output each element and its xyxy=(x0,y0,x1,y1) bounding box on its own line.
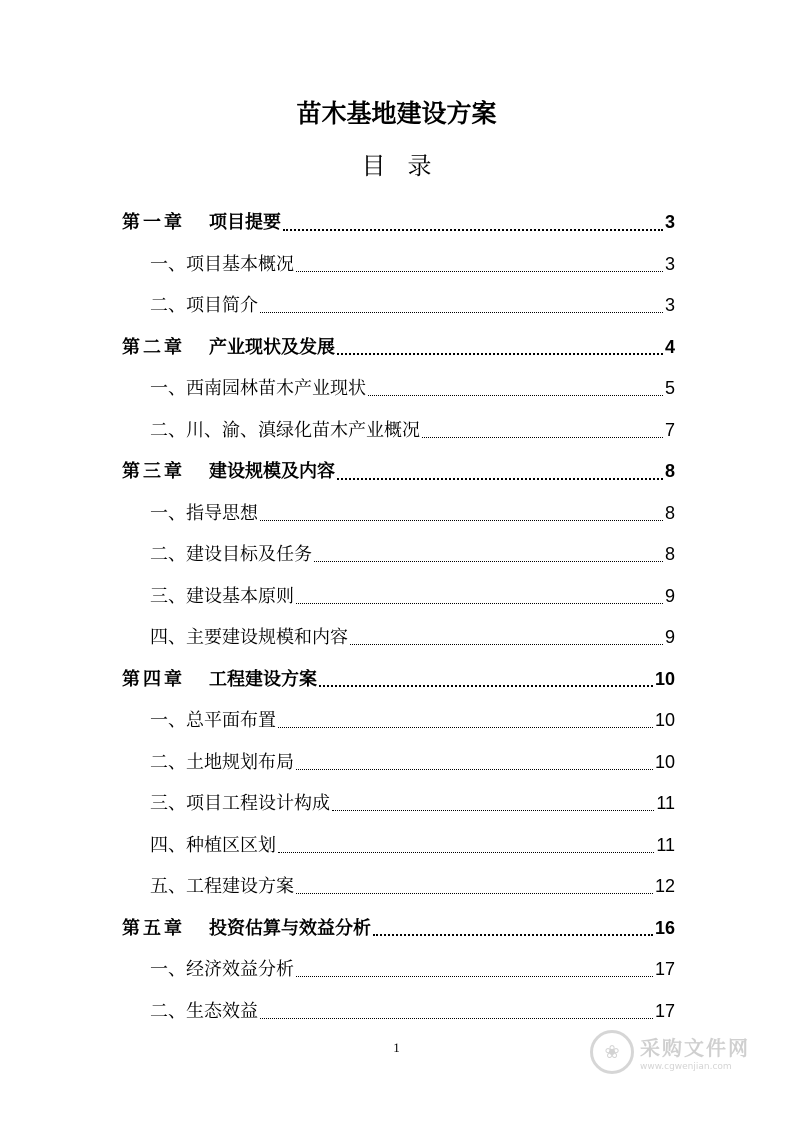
toc-page-number: 4 xyxy=(664,336,675,357)
watermark-url: www.cgwenjian.com xyxy=(640,1062,732,1072)
toc-section-entry[interactable] xyxy=(122,285,675,327)
toc-entry-title: 四、种植区区划 xyxy=(150,834,276,856)
toc-dot-leader xyxy=(278,727,653,728)
toc-chapter-number: 第四章 xyxy=(122,668,185,690)
toc-section-entry[interactable] xyxy=(122,368,675,410)
toc-dot-leader xyxy=(296,893,653,894)
toc-chapter-number: 第三章 xyxy=(122,461,185,482)
toc-entry-title: 一、总平面布置 xyxy=(150,710,276,731)
toc-page-number: 10 xyxy=(654,710,675,730)
toc-dot-leader xyxy=(260,520,663,521)
toc-page-number: 11 xyxy=(656,793,675,813)
toc-entry-title: 建设规模及内容 xyxy=(209,461,335,482)
toc-chapter-entry[interactable] xyxy=(122,659,675,701)
toc-entry-title: 三、项目工程设计构成 xyxy=(150,793,330,814)
toc-entry-title: 四、主要建设规模和内容 xyxy=(150,627,348,648)
toc-dot-leader xyxy=(350,644,663,645)
toc-page-number: 16 xyxy=(654,917,675,938)
toc-chapter-entry[interactable] xyxy=(122,202,675,244)
toc-entry-title: 投资估算与效益分析 xyxy=(209,917,371,939)
toc-chapter-number: 第二章 xyxy=(122,336,185,358)
toc-section-entry[interactable] xyxy=(122,825,675,867)
toc-entry-title: 二、项目简介 xyxy=(150,295,258,316)
toc-entry-title: 二、土地规划布局 xyxy=(150,751,294,773)
toc-dot-leader xyxy=(332,810,654,811)
toc-entry-title: 二、川、渝、滇绿化苗木产业概况 xyxy=(150,419,420,441)
toc-section-entry[interactable] xyxy=(122,244,675,286)
toc-entry-title: 项目提要 xyxy=(209,212,281,233)
toc-section-entry[interactable] xyxy=(122,534,675,576)
toc-dot-leader xyxy=(283,229,663,231)
toc-dot-leader xyxy=(314,561,663,562)
toc-dot-leader xyxy=(260,312,663,313)
toc-page-number: 3 xyxy=(664,295,675,315)
toc-page-number: 10 xyxy=(654,668,675,689)
document-title: 苗木基地建设方案 xyxy=(296,99,497,128)
toc-entry-title: 工程建设方案 xyxy=(209,668,317,690)
toc-entry-title: 一、西南园林苗木产业现状 xyxy=(150,378,366,399)
toc-chapter-entry[interactable] xyxy=(122,327,675,369)
toc-entry-title: 一、经济效益分析 xyxy=(150,959,294,980)
toc-page-number: 17 xyxy=(654,1000,675,1021)
toc-chapter-entry[interactable] xyxy=(122,908,675,950)
toc-section-entry[interactable] xyxy=(122,742,675,784)
toc-entry-title: 二、生态效益 xyxy=(150,1000,258,1022)
toc-page-number: 8 xyxy=(664,461,675,481)
toc-chapter-number: 第五章 xyxy=(122,917,185,939)
toc-entry-title: 一、指导思想 xyxy=(150,502,258,524)
toc-page-number: 9 xyxy=(664,585,675,606)
toc-dot-leader xyxy=(422,437,663,438)
toc-page-number: 10 xyxy=(654,751,675,772)
toc-heading: 目录 xyxy=(361,152,454,180)
toc-entry-title: 五、工程建设方案 xyxy=(150,876,294,897)
toc-dot-leader xyxy=(260,1018,653,1019)
toc-page-number: 8 xyxy=(664,544,675,564)
toc-section-entry[interactable] xyxy=(122,617,675,659)
toc-page-number: 7 xyxy=(664,419,675,440)
toc-page-number: 5 xyxy=(664,378,675,398)
toc-chapter-entry[interactable] xyxy=(122,451,675,493)
toc-dot-leader xyxy=(296,976,653,977)
toc-dot-leader xyxy=(337,353,663,355)
toc-entry-title: 产业现状及发展 xyxy=(209,336,335,358)
toc-page-number: 12 xyxy=(654,876,675,896)
toc-page-number: 8 xyxy=(664,502,675,523)
toc-section-entry[interactable] xyxy=(122,700,675,742)
watermark xyxy=(590,1022,765,1082)
toc-dot-leader xyxy=(368,395,663,396)
table-of-contents xyxy=(122,202,675,1032)
toc-section-entry[interactable] xyxy=(122,949,675,991)
cgwenjian-logo-icon: ❀ xyxy=(590,1030,634,1074)
toc-dot-leader xyxy=(278,852,654,853)
toc-chapter-number: 第一章 xyxy=(122,212,185,233)
toc-dot-leader xyxy=(296,271,663,272)
toc-page-number: 9 xyxy=(664,627,675,647)
toc-page-number: 3 xyxy=(664,253,675,274)
toc-section-entry[interactable] xyxy=(122,866,675,908)
watermark-name: 采购文件网 xyxy=(640,1036,750,1060)
toc-entry-title: 三、建设基本原则 xyxy=(150,585,294,607)
toc-section-entry[interactable] xyxy=(122,783,675,825)
page-number: 1 xyxy=(393,1040,400,1055)
toc-section-entry[interactable] xyxy=(122,493,675,535)
toc-dot-leader xyxy=(337,478,663,480)
toc-page-number: 11 xyxy=(656,834,675,855)
toc-entry-title: 二、建设目标及任务 xyxy=(150,544,312,565)
toc-dot-leader xyxy=(373,934,653,936)
toc-dot-leader xyxy=(296,603,663,604)
toc-dot-leader xyxy=(319,685,653,687)
toc-section-entry[interactable] xyxy=(122,576,675,618)
toc-dot-leader xyxy=(296,769,653,770)
toc-section-entry[interactable] xyxy=(122,410,675,452)
toc-page-number: 3 xyxy=(664,212,675,232)
toc-entry-title: 一、项目基本概况 xyxy=(150,253,294,275)
toc-page-number: 17 xyxy=(654,959,675,979)
